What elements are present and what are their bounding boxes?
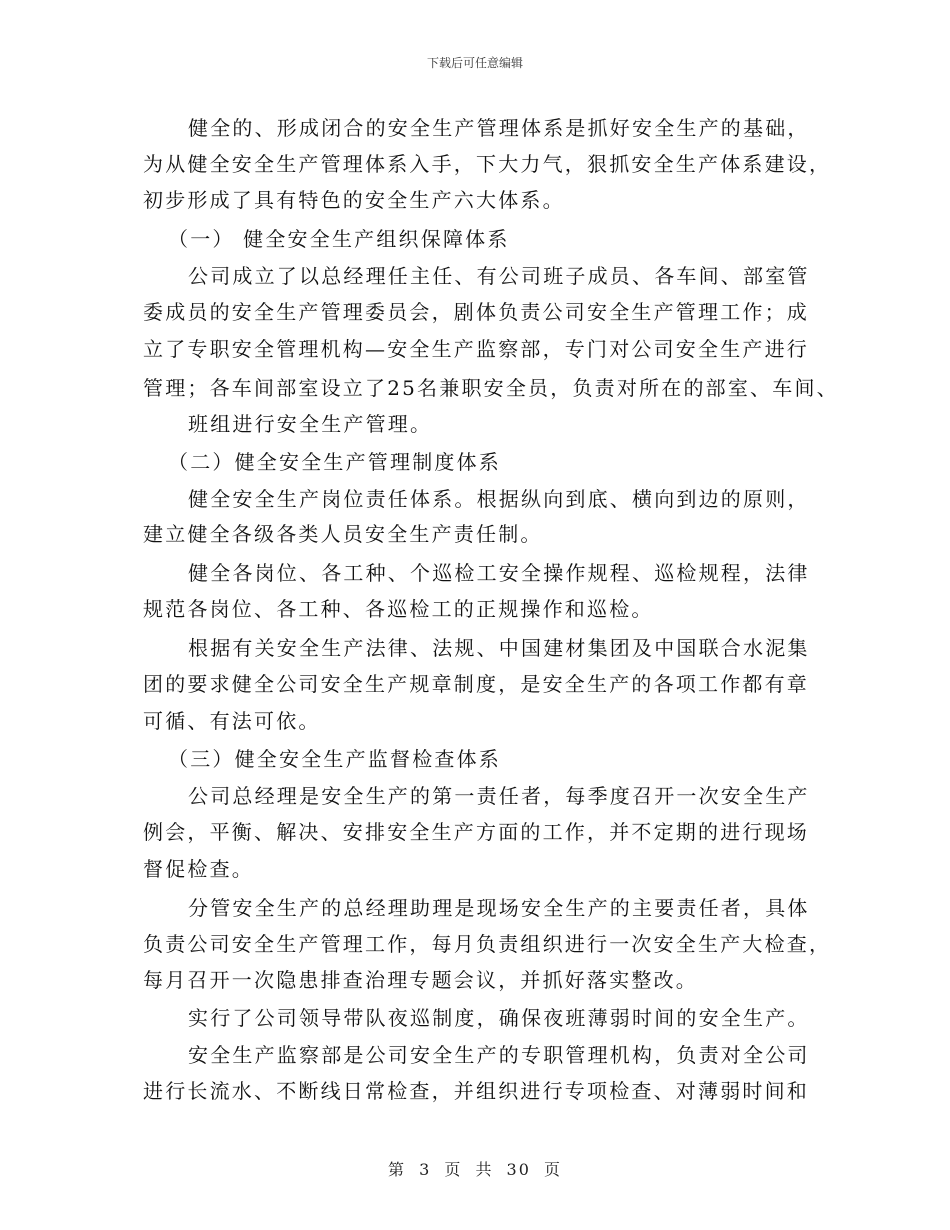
paragraph-line: 进行长流水、不断线日常检查，并组织进行专项检查、对薄弱时间和 — [143, 1079, 809, 1103]
paragraph-line: 委成员的安全生产管理委员会，剧体负责公司安全生产管理工作；成 — [143, 300, 809, 324]
section-heading: （二）健全安全生产管理制度体系 — [168, 450, 501, 474]
paragraph-line: 公司总经理是安全生产的第一责任者，每季度召开一次安全生产 — [188, 784, 810, 808]
paragraph-line: 管理；各车间部室设立了25名兼职安全员，负责对所在的部室、车间、 — [143, 376, 839, 400]
paragraph-line: 团的要求健全公司安全生产规章制度，是安全生产的各项工作都有章 — [143, 672, 809, 696]
paragraph-line: 初步形成了具有特色的安全生产六大体系。 — [143, 188, 565, 212]
section-heading: （一） 健全安全生产组织保障体系 — [168, 227, 510, 251]
paragraph-line: 公司成立了以总经理任主任、有公司班子成员、各车间、部室管 — [188, 264, 810, 288]
paragraph-line: 班组进行安全生产管理。 — [188, 412, 433, 436]
paragraph-line: 建立健全各级各类人员安全生产责任制。 — [143, 522, 543, 546]
paragraph-line: 分管安全生产的总经理助理是现场安全生产的主要责任者，具体 — [188, 896, 810, 920]
page-number-footer: 第 3 页 共 30 页 — [388, 1160, 562, 1179]
page-header-note: 下载后可任意编辑 — [426, 56, 523, 70]
paragraph-line: 例会，平衡、解决、安排安全生产方面的工作，并不定期的进行现场 — [143, 820, 809, 844]
section-heading: （三）健全安全生产监督检查体系 — [168, 747, 501, 771]
paragraph-line: 规范各岗位、各工种、各巡检工的正规操作和巡检。 — [143, 597, 654, 621]
paragraph-line: 健全安全生产岗位责任体系。根据纵向到底、横向到边的原则， — [188, 487, 810, 511]
paragraph-line: 负责公司安全生产管理工作，每月负责组织进行一次安全生产大检查， — [143, 932, 832, 956]
paragraph-line: 安全生产监察部是公司安全生产的专职管理机构，负责对全公司 — [188, 1043, 810, 1067]
paragraph-line: 每月召开一次隐患排查治理专题会议，并抓好落实整改。 — [143, 968, 698, 992]
paragraph-line: 实行了公司领导带队夜巡制度，确保夜班薄弱时间的安全生产。 — [188, 1006, 810, 1030]
paragraph-line: 立了专职安全管理机构—安全生产监察部，专门对公司安全生产进行 — [143, 337, 809, 361]
paragraph-line: 可循、有法可依。 — [143, 709, 321, 733]
paragraph-line: 健全各岗位、各工种、个巡检工安全操作规程、巡检规程，法律 — [188, 561, 810, 585]
paragraph-line: 根据有关安全生产法律、法规、中国建材集团及中国联合水泥集 — [188, 636, 810, 660]
paragraph-line: 督促检查。 — [143, 857, 254, 881]
paragraph-line: 健全的、形成闭合的安全生产管理体系是抓好安全生产的基础， — [188, 116, 810, 140]
paragraph-line: 为从健全安全生产管理体系入手，下大力气，狠抓安全生产体系建设， — [143, 152, 832, 176]
